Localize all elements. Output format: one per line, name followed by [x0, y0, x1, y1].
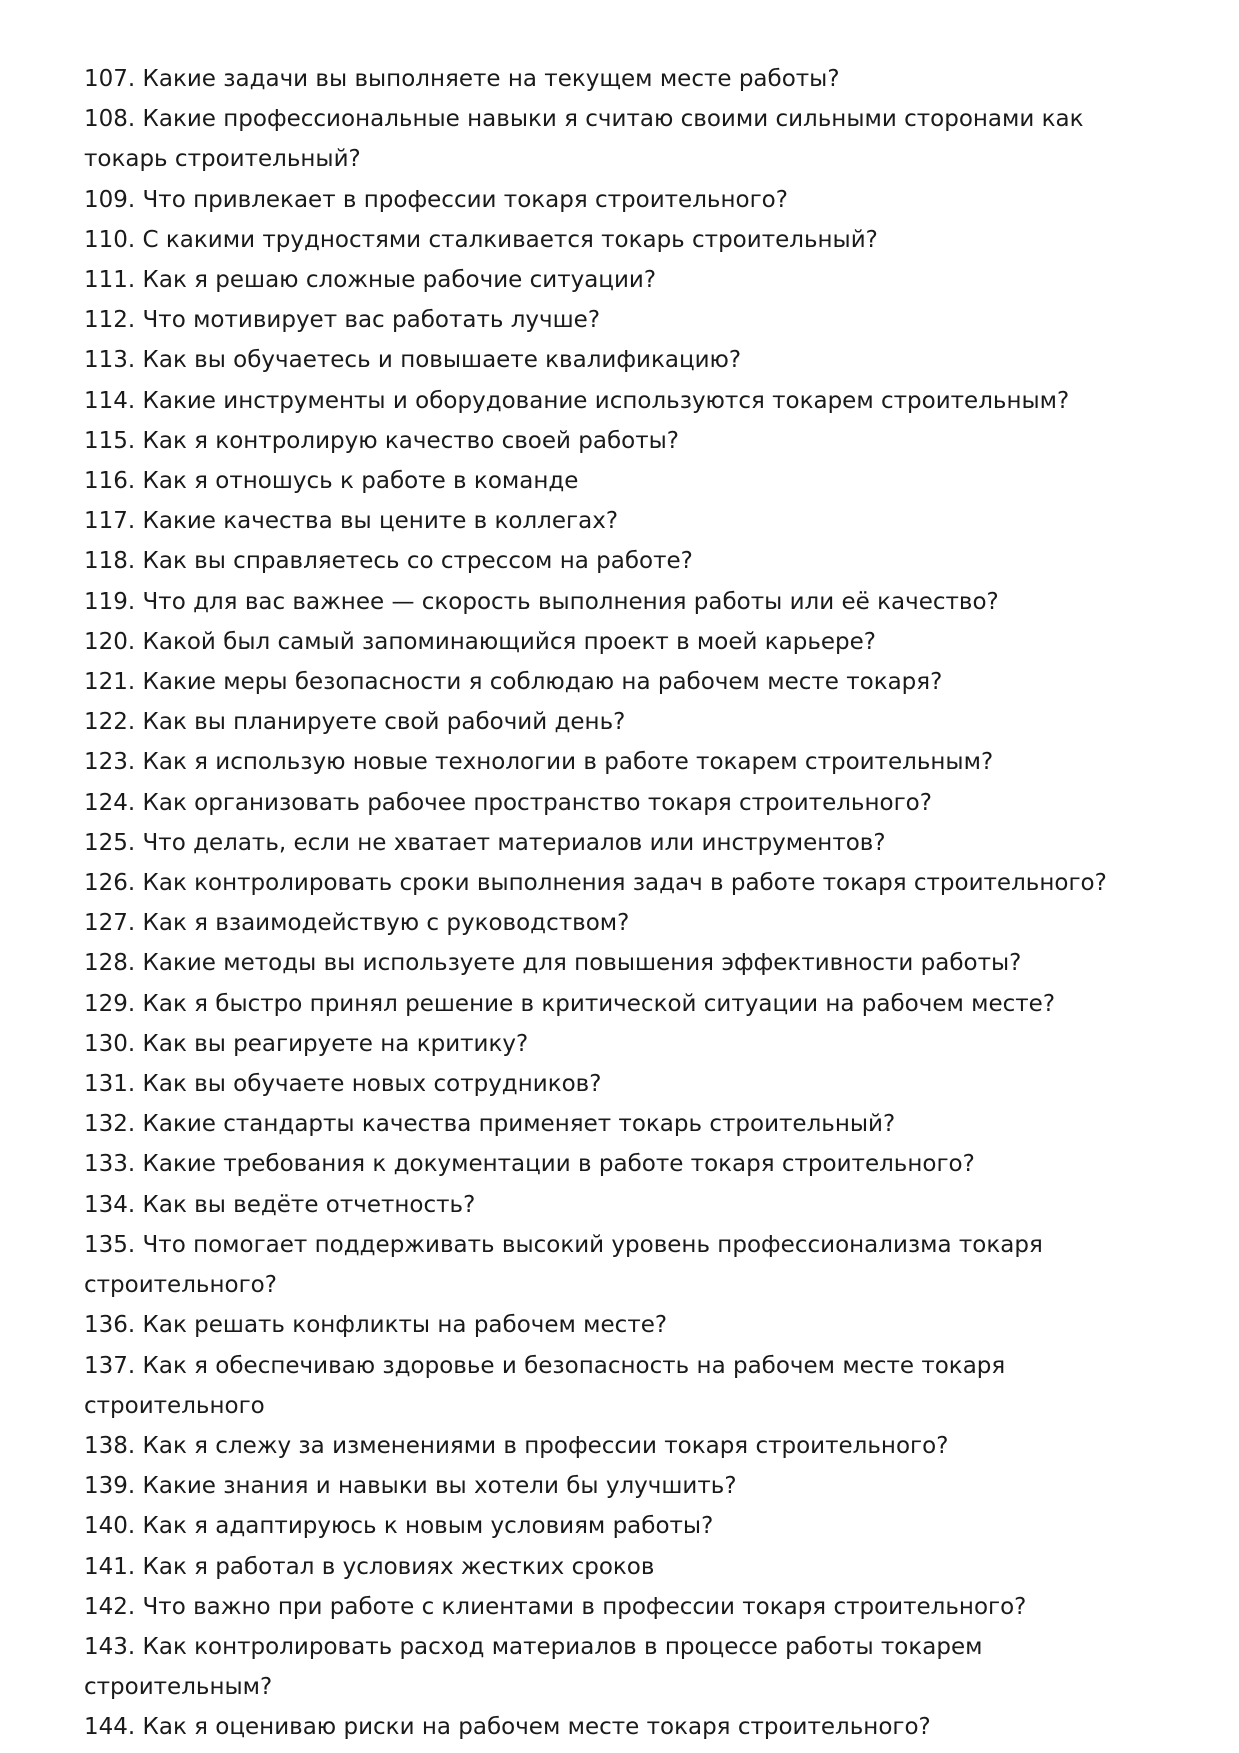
- question-113: 113. Как вы обучаетесь и повышаете квалификацию?: [84, 347, 742, 374]
- question-130: 130. Как вы реагируете на критику?: [84, 1030, 529, 1057]
- question-133: 133. Какие требования к документации в работе токаря строительного?: [84, 1151, 975, 1178]
- question-126: 126. Как контролировать сроки выполнения задач в работе токаря строительного?: [84, 870, 1107, 897]
- question-135: 135. Что помогает поддерживать высокий уровень профессионализма токаря строительного?: [84, 1231, 1043, 1299]
- question-111: 111. Как я решаю сложные рабочие ситуации?: [84, 267, 657, 294]
- question-129: 129. Как я быстро принял решение в критической ситуации на рабочем месте?: [84, 990, 1056, 1017]
- question-109: 109. Что привлекает в профессии токаря строительного?: [84, 186, 788, 213]
- question-132: 132. Какие стандарты качества применяет токарь строительный?: [84, 1111, 896, 1138]
- question-139: 139. Какие знания и навыки вы хотели бы улучшить?: [84, 1473, 737, 1500]
- question-141: 141. Как я работал в условиях жестких сроков: [84, 1553, 655, 1580]
- question-143: 143. Как контролировать расход материалов в процессе работы токарем строительным?: [84, 1633, 983, 1701]
- question-120: 120. Какой был самый запоминающийся проект в моей карьере?: [84, 628, 877, 655]
- question-140: 140. Как я адаптируюсь к новым условиям работы?: [84, 1513, 714, 1540]
- question-116: 116. Как я отношусь к работе в команде: [84, 468, 579, 495]
- question-123: 123. Как я использую новые технологии в работе токарем строительным?: [84, 749, 994, 776]
- question-144: 144. Как я оцениваю риски на рабочем месте токаря строительного?: [84, 1714, 931, 1741]
- question-134: 134. Как вы ведёте отчетность?: [84, 1191, 476, 1218]
- question-110: 110. С какими трудностями сталкивается токарь строительный?: [84, 226, 878, 253]
- question-138: 138. Как я слежу за изменениями в профессии токаря строительного?: [84, 1432, 949, 1459]
- question-117: 117. Какие качества вы цените в коллегах?: [84, 508, 619, 535]
- question-131: 131. Как вы обучаете новых сотрудников?: [84, 1071, 602, 1098]
- question-112: 112. Что мотивирует вас работать лучше?: [84, 307, 601, 334]
- question-127: 127. Как я взаимодействую с руководством?: [84, 910, 630, 937]
- question-list: [84, 59, 1164, 1748]
- question-121: 121. Какие меры безопасности я соблюдаю на рабочем месте токаря?: [84, 669, 943, 696]
- question-122: 122. Как вы планируете свой рабочий день?: [84, 709, 626, 736]
- question-114: 114. Какие инструменты и оборудование используются токарем строительным?: [84, 387, 1070, 414]
- question-119: 119. Что для вас важнее — скорость выполнения работы или её качество?: [84, 588, 999, 615]
- question-128: 128. Какие методы вы используете для повышения эффективности работы?: [84, 950, 1022, 977]
- question-137: 137. Как я обеспечиваю здоровье и безопасность на рабочем месте токаря строительного: [84, 1352, 1006, 1419]
- question-124: 124. Как организовать рабочее пространство токаря строительного?: [84, 789, 932, 816]
- question-136: 136. Как решать конфликты на рабочем месте?: [84, 1312, 668, 1339]
- question-115: 115. Как я контролирую качество своей работы?: [84, 427, 680, 454]
- question-125: 125. Что делать, если не хватает материалов или инструментов?: [84, 829, 886, 856]
- question-142: 142. Что важно при работе с клиентами в профессии токаря строительного?: [84, 1593, 1027, 1620]
- question-118: 118. Как вы справляетесь со стрессом на работе?: [84, 548, 693, 575]
- question-107: 107. Какие задачи вы выполняете на текущем месте работы?: [84, 66, 840, 92]
- question-108: 108. Какие профессиональные навыки я считаю своими сильными сторонами как токарь строительный?: [84, 106, 1084, 173]
